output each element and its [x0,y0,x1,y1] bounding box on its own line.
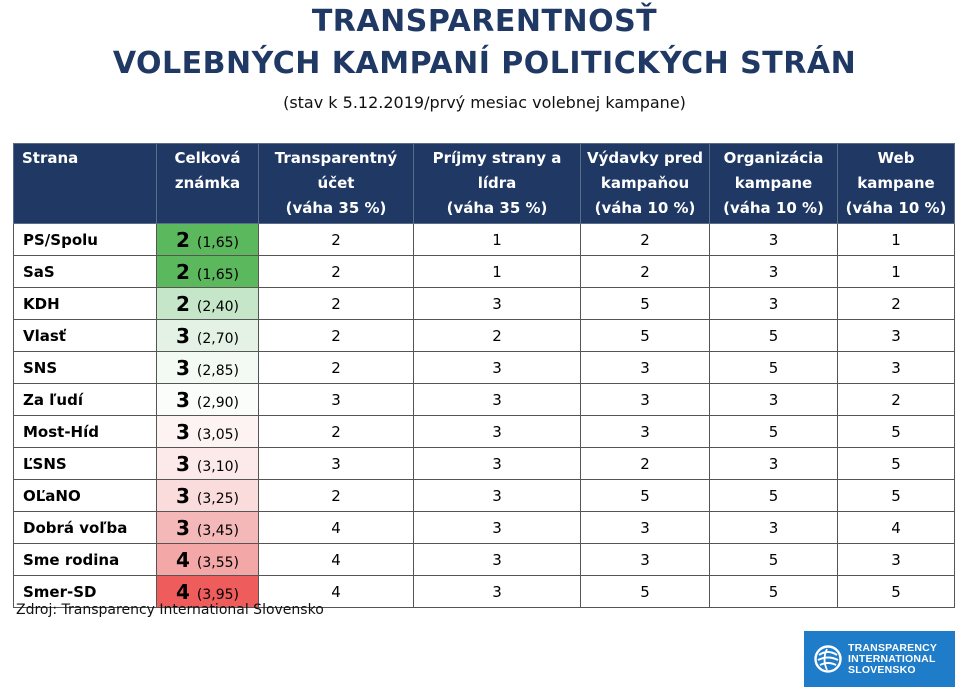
transparent-account-score: 3 [259,448,414,480]
pre-campaign-spending-score: 5 [581,288,710,320]
party-name: SNS [14,352,157,384]
income-score: 3 [414,512,581,544]
header-income [414,144,581,224]
overall-grade-average: (3,25) [196,490,240,507]
overall-grade-value: 3 [175,323,190,348]
transparent-account-score: 2 [259,224,414,256]
header-line: (váha 10 %) [845,199,947,217]
party-name: Most-Híd [14,416,157,448]
overall-grade [157,448,259,480]
table-row [14,416,955,448]
overall-grade-value: 3 [175,355,190,380]
transparent-account-score: 2 [259,416,414,448]
header-line: Web [877,149,915,167]
campaign-web-score: 5 [838,448,955,480]
transparent-account-score: 2 [259,320,414,352]
header-line: kampane [857,174,935,192]
pre-campaign-spending-score: 5 [581,480,710,512]
campaign-web-score: 5 [838,416,955,448]
party-name: Dobrá voľba [14,512,157,544]
party-name: ĽSNS [14,448,157,480]
overall-grade [157,224,259,256]
campaign-organization-score: 5 [710,320,838,352]
table-row [14,288,955,320]
overall-grade-value: 3 [175,419,190,444]
overall-grade-average: (2,40) [196,298,240,315]
table-row [14,224,955,256]
transparent-account-score: 3 [259,384,414,416]
campaign-web-score: 2 [838,384,955,416]
campaign-organization-score: 3 [710,256,838,288]
overall-grade-average: (3,45) [196,522,240,539]
campaign-organization-score: 3 [710,288,838,320]
header-line: známka [174,174,241,192]
overall-grade [157,544,259,576]
party-name: Za ľudí [14,384,157,416]
header-line: kampaňou [600,174,690,192]
campaign-organization-score: 5 [710,416,838,448]
title-line-2: VOLEBNÝCH KAMPANÍ POLITICKÝCH STRÁN [112,46,857,81]
income-score: 3 [414,384,581,416]
pre-campaign-spending-score: 3 [581,416,710,448]
header-line: (váha 35 %) [446,199,548,217]
income-score: 3 [414,480,581,512]
campaign-web-score: 3 [838,352,955,384]
logo-text [848,643,937,676]
overall-grade-value: 3 [175,483,190,508]
header-campaign-web [838,144,955,224]
income-score: 3 [414,576,581,608]
header-overall-grade [157,144,259,224]
overall-grade-average: (2,85) [196,362,240,379]
transparency-international-logo [804,631,955,687]
overall-grade-value: 4 [175,579,190,604]
header-line: Výdavky pred [586,149,704,167]
campaign-web-score: 4 [838,512,955,544]
title-line-1: TRANSPARENTNOSŤ [311,4,658,39]
overall-grade-value: 4 [175,547,190,572]
transparent-account-score: 4 [259,544,414,576]
income-score: 1 [414,256,581,288]
source-note: Zdroj: Transparency International Slovensko [16,602,324,618]
pre-campaign-spending-score: 5 [581,576,710,608]
overall-grade-value: 3 [175,515,190,540]
campaign-organization-score: 5 [710,544,838,576]
header-line: Celková [174,149,241,167]
table-row [14,352,955,384]
pre-campaign-spending-score: 5 [581,320,710,352]
pre-campaign-spending-score: 3 [581,512,710,544]
header-pre-campaign-spending [581,144,710,224]
logo-line-3: SLOVENSKO [848,663,916,676]
party-name: Vlasť [14,320,157,352]
campaign-web-score: 1 [838,256,955,288]
overall-grade [157,256,259,288]
overall-grade [157,352,259,384]
campaign-web-score: 2 [838,288,955,320]
logo-line-2: INTERNATIONAL [848,652,936,665]
header-line: (váha 10 %) [723,199,824,217]
header-line: (váha 10 %) [594,199,696,217]
income-score: 3 [414,352,581,384]
party-name: PS/Spolu [14,224,157,256]
campaign-organization-score: 3 [710,512,838,544]
campaign-organization-score: 3 [710,448,838,480]
overall-grade [157,320,259,352]
income-score: 3 [414,448,581,480]
overall-grade-value: 3 [175,387,190,412]
overall-grade [157,480,259,512]
table-row [14,544,955,576]
income-score: 2 [414,320,581,352]
overall-grade-value: 3 [175,451,190,476]
campaign-organization-score: 5 [710,480,838,512]
overall-grade-average: (1,65) [196,234,240,251]
header-line: Organizácia [723,149,824,167]
overall-grade-average: (2,70) [196,330,240,347]
transparent-account-score: 4 [259,512,414,544]
campaign-organization-score: 3 [710,224,838,256]
table-row [14,320,955,352]
table-row [14,256,955,288]
campaign-organization-score: 3 [710,384,838,416]
pre-campaign-spending-score: 2 [581,256,710,288]
campaign-web-score: 1 [838,224,955,256]
logo-line-1: TRANSPARENCY [848,641,938,654]
globe-icon [814,645,842,673]
pre-campaign-spending-score: 3 [581,384,710,416]
pre-campaign-spending-score: 3 [581,544,710,576]
party-name: KDH [14,288,157,320]
campaign-organization-score: 5 [710,352,838,384]
transparent-account-score: 2 [259,352,414,384]
grades-table [13,143,955,608]
campaign-organization-score: 5 [710,576,838,608]
header-line: (váha 35 %) [285,199,387,217]
party-name: Smer-SD [14,576,157,608]
party-name: OĽaNO [14,480,157,512]
pre-campaign-spending-score: 2 [581,448,710,480]
transparent-account-score: 2 [259,480,414,512]
overall-grade [157,416,259,448]
income-score: 3 [414,544,581,576]
header-party [14,144,157,224]
campaign-web-score: 3 [838,320,955,352]
header-line: Príjmy strany a [432,149,562,167]
overall-grade [157,512,259,544]
overall-grade-average: (2,90) [196,394,240,411]
party-name: Sme rodina [14,544,157,576]
overall-grade-average: (3,10) [196,458,240,475]
overall-grade-average: (3,05) [196,426,240,443]
overall-grade-average: (1,65) [196,266,240,283]
overall-grade-value: 2 [175,291,190,316]
subtitle: (stav k 5.12.2019/prvý mesiac volebnej kampane) [283,93,686,112]
overall-grade-value: 2 [175,227,190,252]
table-body [14,224,955,608]
campaign-web-score: 5 [838,576,955,608]
header-row [14,144,955,224]
pre-campaign-spending-score: 3 [581,352,710,384]
table-row [14,512,955,544]
income-score: 3 [414,416,581,448]
pre-campaign-spending-score: 2 [581,224,710,256]
header-line: kampane [734,174,813,192]
overall-grade-average: (3,95) [196,586,240,603]
overall-grade-average: (3,55) [196,554,240,571]
campaign-web-score: 3 [838,544,955,576]
header-line: lídra [477,174,517,192]
table-row [14,384,955,416]
income-score: 1 [414,224,581,256]
header-campaign-organization [710,144,838,224]
header-line: účet [317,174,355,192]
header-line: Transparentný [274,149,398,167]
transparent-account-score: 2 [259,288,414,320]
transparent-account-score: 4 [259,576,414,608]
table-row [14,480,955,512]
overall-grade [157,384,259,416]
campaign-web-score: 5 [838,480,955,512]
header-transparent-account [259,144,414,224]
header-line: Strana [22,149,79,167]
party-name: SaS [14,256,157,288]
table-row [14,448,955,480]
overall-grade [157,288,259,320]
income-score: 3 [414,288,581,320]
transparent-account-score: 2 [259,256,414,288]
overall-grade-value: 2 [175,259,190,284]
